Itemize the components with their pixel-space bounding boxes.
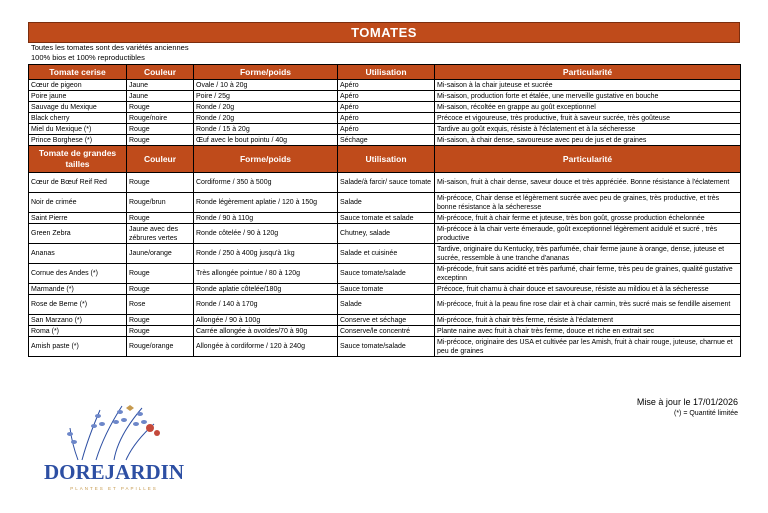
table-cell: Salade [338, 193, 435, 213]
table-cell: Mi-saison, récoltée en grappe au goût exceptionnel [435, 102, 741, 113]
table-cell: Ronde côtelée / 90 à 120g [194, 224, 338, 244]
table-cell: Rouge [127, 124, 194, 135]
column-header: Utilisation [338, 65, 435, 80]
table-cell: Sauce tomate et salade [338, 213, 435, 224]
table-cell: Jaune [127, 80, 194, 91]
table-cell: Mi-saison, fruit à chair dense, saveur douce et très appréciée. Bonne résistance à l'éclatement [435, 173, 741, 193]
column-header: Particularité [435, 146, 741, 173]
column-header: Utilisation [338, 146, 435, 173]
table-cell: Mi-précoce, originaire des USA et cultivée par les Amish, fruit à chair rouge, juteuse, charnue et peu de graines [435, 337, 741, 357]
table-cell: Sauce tomate/salade [338, 264, 435, 284]
table-cell: Sauce tomate/salade [338, 337, 435, 357]
table-cell: Sauvage du Mexique [29, 102, 127, 113]
logo-tagline: PLANTES ET PAPILLES [70, 486, 158, 491]
table-row [29, 224, 741, 244]
table-row [29, 213, 741, 224]
table-cell: Plante naine avec fruit à chair très ferme, douce et riche en extrait sec [435, 326, 741, 337]
table-cell: Rouge [127, 326, 194, 337]
table-cell: Cornue des Andes (*) [29, 264, 127, 284]
table-cell: Chutney, salade [338, 224, 435, 244]
table-cell: Rouge/orange [127, 337, 194, 357]
table-cell: Apéro [338, 113, 435, 124]
table-row [29, 244, 741, 264]
table-cell: Marmande (*) [29, 284, 127, 295]
table-cell: Conserve/le concentré [338, 326, 435, 337]
logo-illustration [30, 398, 198, 500]
table-row [29, 295, 741, 315]
table-cell: Rouge [127, 264, 194, 284]
table-cell: Jaune [127, 91, 194, 102]
table-row [29, 91, 741, 102]
table-cell: Ronde / 90 à 110g [194, 213, 338, 224]
table-cell: Green Zebra [29, 224, 127, 244]
table-cell: Ananas [29, 244, 127, 264]
table-cell: Carrée allongée à ovoïdes/70 à 90g [194, 326, 338, 337]
table-cell: Mi-saison, production forte et étalée, une merveille gustative en bouche [435, 91, 741, 102]
intro-line-1: Toutes les tomates sont des variétés anciennes [31, 43, 189, 52]
table-cell: Prince Borghese (*) [29, 135, 127, 146]
table-row [29, 193, 741, 213]
column-header: Particularité [435, 65, 741, 80]
table-cell: Précoce, fruit charnu à chair douce et savoureuse, résiste au mildiou et à la sécheresse [435, 284, 741, 295]
column-header: Forme/poids [194, 65, 338, 80]
table-cell: Très allongée pointue / 80 à 120g [194, 264, 338, 284]
intro-line-2: 100% bios et 100% reproductibles [31, 53, 145, 62]
table-cell: Mi-précoce, fruit à chair très ferme, résiste à l'éclatement [435, 315, 741, 326]
table-cell: Ronde / 250 à 400g jusqu'à 1kg [194, 244, 338, 264]
table-cell: Saint Pierre [29, 213, 127, 224]
table-cell: Rouge [127, 173, 194, 193]
column-header: Couleur [127, 65, 194, 80]
table-row [29, 264, 741, 284]
table-cell: Jaune/orange [127, 244, 194, 264]
table-row [29, 113, 741, 124]
table-cell: Mi-saison à la chair juteuse et sucrée [435, 80, 741, 91]
dorejardin-logo [30, 398, 198, 500]
table-cell: Ronde / 15 à 20g [194, 124, 338, 135]
intro-text [31, 43, 189, 63]
column-header: Tomate cerise [29, 65, 127, 80]
table-cell: Apéro [338, 91, 435, 102]
table-row [29, 315, 741, 326]
table-cell: Rouge [127, 102, 194, 113]
table-cell: Mi-précoce à la chair verte émeraude, goût exceptionnel légèrement acidulé et sucré , très productive [435, 224, 741, 244]
table-cell: Rose de Berne (*) [29, 295, 127, 315]
table-row [29, 284, 741, 295]
table-cell: Rouge/brun [127, 193, 194, 213]
table-cell: Ovale / 10 à 20g [194, 80, 338, 91]
table-cell: Apéro [338, 124, 435, 135]
table-cell: Cordiforme / 350 à 500g [194, 173, 338, 193]
table-cell: Ronde aplatie côtelée/180g [194, 284, 338, 295]
table-cell: Ronde légèrement aplatie / 120 à 150g [194, 193, 338, 213]
page-title: TOMATES [28, 22, 740, 43]
table-cell: Rouge [127, 284, 194, 295]
logo-name: DOREJARDIN [43, 460, 185, 484]
table-cell: Ronde / 20g [194, 113, 338, 124]
table-cell: Apéro [338, 102, 435, 113]
table-cell: Mi-saison, à chair dense, savoureuse avec peu de jus et de graines [435, 135, 741, 146]
table-row [29, 135, 741, 146]
table-cell: Allongée à cordiforme / 120 à 240g [194, 337, 338, 357]
table-cell: Black cherry [29, 113, 127, 124]
table-cell: Rouge [127, 135, 194, 146]
table-cell: Précoce et vigoureuse, très productive, fruit à saveur sucrée, très goûteuse [435, 113, 741, 124]
table-cell: Rouge [127, 315, 194, 326]
column-header: Tomate de grandes tailles [29, 146, 127, 173]
table-cell: Mi-précoce, Chair dense et légèrement sucrée avec peu de graines, très productive, et très bonne résistance à la sécheresse [435, 193, 741, 213]
column-header: Forme/poids [194, 146, 338, 173]
table-cell: Sauce tomate [338, 284, 435, 295]
table-cell: Poire / 25g [194, 91, 338, 102]
table-cell: Tardive, originaire du Kentucky, très parfumée, chair ferme jaune à orange, dense, juteuse et sucrée, ressemble à une tranche d'ananas [435, 244, 741, 264]
table-row [29, 173, 741, 193]
table-cell: Noir de crimée [29, 193, 127, 213]
table-cell: Ronde / 20g [194, 102, 338, 113]
table-row [29, 80, 741, 91]
table-cell: Rouge/noire [127, 113, 194, 124]
table-cell: Rouge [127, 213, 194, 224]
table-cell: Poire jaune [29, 91, 127, 102]
table-cell: Miel du Mexique (*) [29, 124, 127, 135]
table-cell: Rose [127, 295, 194, 315]
table-cell: Salade [338, 295, 435, 315]
table-cell: Roma (*) [29, 326, 127, 337]
table-header-row [29, 146, 741, 173]
table-cell: Conserve et séchage [338, 315, 435, 326]
table-cell: Séchage [338, 135, 435, 146]
update-date: Mise à jour le 17/01/2026 [636, 397, 738, 407]
table-cell: Salade et cuisinée [338, 244, 435, 264]
table-cell: Salade/à farcir/ sauce tomate [338, 173, 435, 193]
table-cell: Apéro [338, 80, 435, 91]
table-row [29, 337, 741, 357]
table-cell: Mi-précoce, fruit à chair ferme et juteuse, très bon goût, grosse production échelonnée [435, 213, 741, 224]
limited-quantity-note: (*) = Quantité limitée [674, 410, 738, 417]
table-header-row [29, 65, 741, 80]
table-cell: Ronde / 140 à 170g [194, 295, 338, 315]
table-cell: Mi-précoce, fruit à la peau fine rose clair et à chair carmin, très sucré mais se fendille aisement [435, 295, 741, 315]
table-row [29, 326, 741, 337]
table-cell: Mi-précode, fruit sans acidité et très parfumé, chair ferme, très peu de graines, qualité gustative exceptinn [435, 264, 741, 284]
table-cell: Amish paste (*) [29, 337, 127, 357]
column-header: Couleur [127, 146, 194, 173]
table-row [29, 102, 741, 113]
table-cell: Tardive au goût exquis, résiste à l'éclatement et à la sécheresse [435, 124, 741, 135]
tomato-table [28, 64, 741, 357]
table-cell: San Marzano (*) [29, 315, 127, 326]
table-cell: Œuf avec le bout pointu / 40g [194, 135, 338, 146]
table-cell: Cœur de Bœuf Reif Red [29, 173, 127, 193]
table-cell: Allongée / 90 à 100g [194, 315, 338, 326]
butterfly-icon [126, 405, 134, 411]
table-row [29, 124, 741, 135]
table-cell: Cœur de pigeon [29, 80, 127, 91]
table-cell: Jaune avec des zébrures vertes [127, 224, 194, 244]
